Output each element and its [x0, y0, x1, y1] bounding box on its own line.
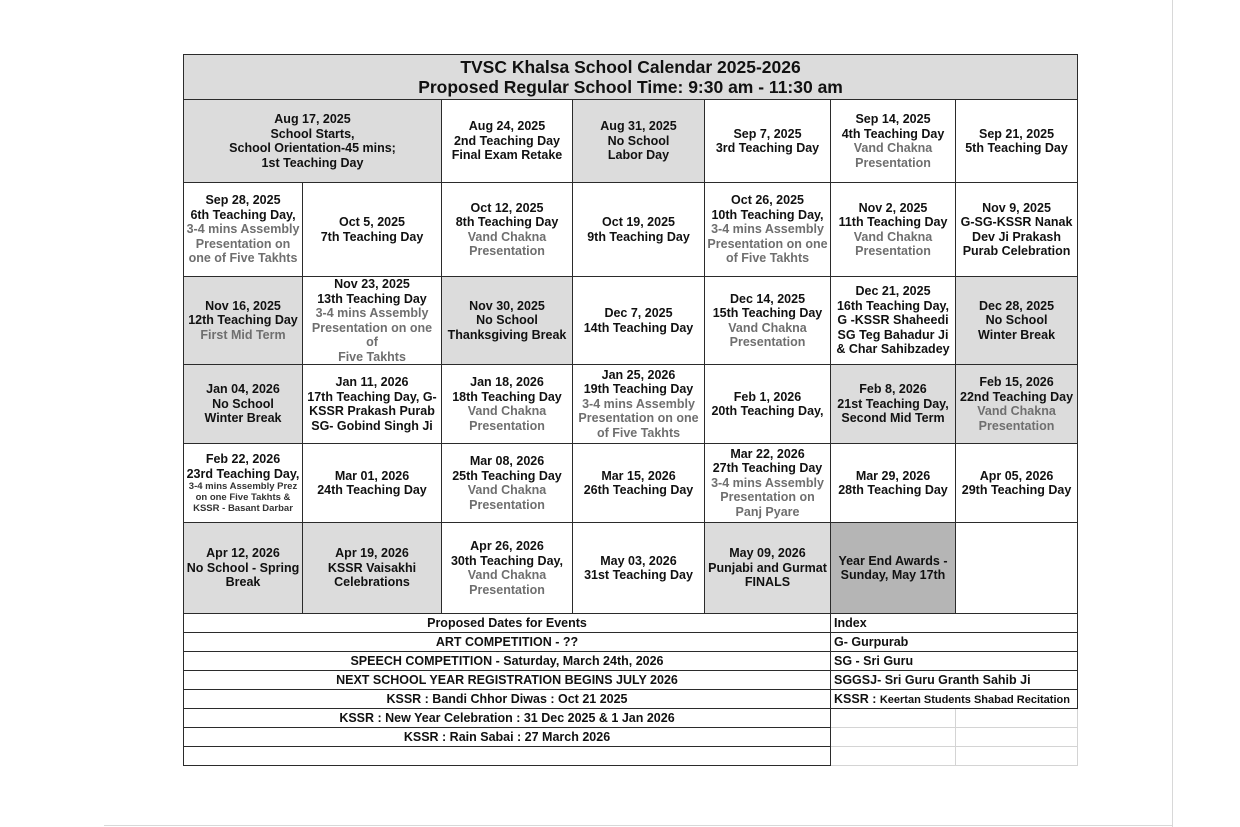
day-cell — [184, 183, 303, 277]
cell-text-line: SG- Gobind Singh Ji — [311, 418, 433, 433]
day-cell — [303, 183, 442, 277]
cell-text-line: 31st Teaching Day — [584, 568, 693, 582]
cell-text-line: No School — [607, 133, 670, 148]
cell-text-line: 20th Teaching Day, — [711, 404, 824, 418]
day-cell — [442, 444, 573, 523]
cell-text-line: 30th Teaching Day, — [450, 553, 564, 568]
cell-note-line: Presentation on — [195, 236, 291, 251]
day-cell — [442, 183, 573, 277]
index-header: Index — [831, 614, 1078, 633]
cell-text-line: Thanksgiving Break — [447, 327, 567, 342]
cell-text-line: Oct 5, 2025 — [338, 215, 405, 229]
day-cell — [705, 365, 831, 444]
cell-text-line: Punjabi and Gurmat — [708, 560, 827, 575]
day-cell — [831, 444, 956, 523]
day-cell — [303, 523, 442, 614]
cell-note-line: Presentation — [469, 418, 545, 433]
day-cell — [184, 444, 303, 523]
day-cell — [831, 277, 956, 365]
empty-cell — [831, 747, 956, 766]
day-cell — [573, 444, 705, 523]
cell-text-line: 5th Teaching Day — [965, 141, 1068, 155]
day-cell — [442, 277, 573, 365]
cell-note-line: Presentation on one of — [311, 320, 433, 349]
cell-note-line: 3-4 mins Assembly — [315, 306, 429, 320]
cell-text-line: 3rd Teaching Day — [715, 141, 820, 155]
cell-note-line: 3-4 mins Assembly — [711, 475, 824, 490]
day-cell — [831, 100, 956, 183]
cell-note-line: Presentation — [469, 244, 545, 258]
cell-text-line: Apr 26, 2026 — [470, 539, 544, 553]
day-cell — [831, 183, 956, 277]
event-item-empty — [184, 747, 831, 766]
cell-text-line: Mar 01, 2026 — [334, 468, 410, 483]
calendar-sheet — [183, 54, 1077, 766]
cell-text-line: No School — [985, 313, 1048, 328]
cell-note-line: Presentation on one — [578, 411, 699, 426]
cell-note-line: Presentation on — [720, 490, 815, 505]
empty-cell — [956, 709, 1078, 728]
cell-note-line: Vand Chakna — [853, 229, 933, 244]
cell-text-line: Feb 15, 2026 — [979, 375, 1054, 389]
page-edge-bottom — [104, 825, 1173, 826]
cell-text-line: KSSR Vaisakhi — [327, 560, 417, 575]
day-cell — [184, 365, 303, 444]
cell-text-line: Apr 19, 2026 — [335, 546, 409, 561]
cell-note-line: Presentation — [855, 244, 931, 258]
day-cell — [573, 523, 705, 614]
cell-note-line: 3-4 mins Assembly — [711, 222, 824, 237]
cell-text-line: Jan 18, 2026 — [470, 375, 544, 389]
page-edge-right — [1172, 0, 1173, 827]
day-cell — [705, 183, 831, 277]
cell-note-line: Presentation — [469, 497, 545, 512]
day-cell — [303, 444, 442, 523]
kssr-description: Keertan Students Shabad Recitation — [879, 693, 1070, 706]
event-item: SPEECH COMPETITION - Saturday, March 24th, 2026 — [184, 652, 831, 671]
event-item: KSSR : Rain Sabai : 27 March 2026 — [184, 728, 831, 747]
cell-text-line: Jan 25, 2026 — [601, 367, 676, 382]
cell-note-line: Vand Chakna — [467, 404, 547, 418]
cell-text-line: 4th Teaching Day — [841, 126, 945, 141]
cell-text-line: 22nd Teaching Day — [960, 389, 1074, 404]
cell-note-line: Presentation — [729, 335, 806, 349]
day-cell — [705, 523, 831, 614]
cell-note-line: of Five Takhts — [596, 425, 681, 440]
cell-text-line: Dec 7, 2025 — [604, 306, 673, 320]
index-item: SGGSJ- Sri Guru Granth Sahib Ji — [831, 671, 1078, 690]
cell-text-line: Celebrations — [334, 575, 410, 590]
cell-text-line: 1st Teaching Day — [261, 155, 364, 170]
cell-text-line: 24th Teaching Day — [317, 483, 427, 497]
cell-text-line: & Char Sahibzadey — [836, 342, 950, 357]
cell-text-line: Oct 19, 2025 — [602, 215, 675, 229]
cell-note-line: of Five Takhts — [725, 251, 810, 266]
cell-note-line: Vand Chakna — [467, 568, 547, 582]
cell-text-line: 23rd Teaching Day, — [186, 466, 300, 481]
cell-text-line: Nov 30, 2025 — [469, 298, 545, 313]
cell-text-line: Final Exam Retake — [451, 148, 563, 163]
cell-text-line: Feb 22, 2026 — [205, 452, 281, 466]
cell-text-line: Break — [225, 575, 261, 590]
index-item: SG - Sri Guru — [831, 652, 1078, 671]
cell-text-line: 10th Teaching Day, — [711, 207, 824, 222]
cell-text-line: 25th Teaching Day — [452, 468, 562, 483]
cell-text-line: No School — [212, 396, 274, 411]
day-cell — [573, 277, 705, 365]
cell-text-line: Sep 7, 2025 — [733, 126, 802, 141]
day-cell — [831, 365, 956, 444]
day-cell — [573, 365, 705, 444]
cell-text-line: FINALS — [744, 575, 791, 590]
day-cell — [184, 523, 303, 614]
cell-text-line: School Orientation-45 mins; — [229, 141, 396, 155]
day-cell — [303, 365, 442, 444]
empty-cell — [956, 728, 1078, 747]
day-cell — [831, 523, 956, 614]
cell-text-line: Nov 2, 2025 — [858, 200, 928, 215]
empty-cell — [831, 709, 956, 728]
cell-text-line: Oct 12, 2025 — [470, 200, 544, 215]
day-cell — [184, 100, 442, 183]
cell-text-line: Apr 05, 2026 — [979, 468, 1054, 483]
cell-note-line: Vand Chakna — [467, 483, 547, 497]
cell-text-line: 12th Teaching Day — [188, 313, 298, 328]
cell-text-line: Mar 22, 2026 — [730, 446, 805, 461]
cell-text-line: Winter Break — [204, 411, 282, 426]
cell-text-line: Sep 21, 2025 — [979, 126, 1055, 141]
cell-text-line: Mar 08, 2026 — [469, 454, 545, 468]
day-cell — [705, 277, 831, 365]
cell-text-line: Sep 28, 2025 — [205, 193, 281, 208]
empty-cell — [956, 747, 1078, 766]
calendar-title — [184, 55, 1078, 100]
cell-note-line: Panj Pyare — [735, 504, 800, 519]
cell-text-line: Feb 8, 2026 — [859, 382, 927, 397]
cell-small-note: KSSR - Basant Darbar — [193, 503, 293, 514]
cell-text-line: 11th Teaching Day — [838, 215, 948, 229]
day-cell — [705, 100, 831, 183]
day-cell — [442, 523, 573, 614]
cell-text-line: Jan 04, 2026 — [206, 382, 280, 397]
cell-note-line: Presentation — [978, 418, 1055, 433]
cell-note-line: one of Five Takhts — [188, 251, 298, 266]
cell-text-line: 19th Teaching Day — [583, 382, 694, 397]
cell-text-line: May 03, 2026 — [600, 553, 677, 568]
day-cell — [956, 365, 1078, 444]
cell-text-line: 29th Teaching Day — [961, 483, 1072, 497]
cell-text-line: 18th Teaching Day — [452, 389, 562, 404]
event-item: NEXT SCHOOL YEAR REGISTRATION BEGINS JULY 2026 — [184, 671, 831, 690]
cell-text-line: Nov 16, 2025 — [205, 298, 281, 313]
cell-text-line: 8th Teaching Day — [455, 215, 559, 229]
day-cell — [573, 100, 705, 183]
cell-note-line: Presentation on one — [707, 236, 828, 251]
cell-text-line: School Starts, — [270, 126, 355, 141]
day-cell — [705, 444, 831, 523]
cell-note-line: Presentation — [469, 582, 545, 597]
cell-text-line: 9th Teaching Day — [587, 229, 690, 244]
day-cell — [573, 183, 705, 277]
title-line-1: TVSC Khalsa School Calendar 2025-2026 — [460, 57, 801, 77]
title-line-2: Proposed Regular School Time: 9:30 am - 11:30 am — [418, 77, 843, 97]
event-item: KSSR : Bandi Chhor Diwas : Oct 21 2025 — [184, 690, 831, 709]
cell-note-line: 3-4 mins Assembly — [186, 222, 300, 237]
cell-text-line: Labor Day — [607, 148, 670, 163]
cell-text-line: Mar 29, 2026 — [855, 468, 931, 483]
cell-text-line: 27th Teaching Day — [712, 461, 823, 476]
cell-text-line: SG Teg Bahadur Ji — [837, 327, 949, 342]
index-item-kssr — [831, 690, 1078, 709]
cell-text-line: Dec 28, 2025 — [979, 298, 1055, 313]
cell-text-line: Year End Awards - — [838, 553, 948, 568]
cell-text-line: 16th Teaching Day, — [836, 298, 950, 313]
cell-text-line: 26th Teaching Day — [583, 483, 694, 497]
day-cell — [184, 277, 303, 365]
cell-text-line: 21st Teaching Day, — [837, 396, 949, 411]
cell-text-line: 14th Teaching Day — [583, 320, 694, 335]
cell-note-line: Vand Chakna — [977, 404, 1056, 418]
cell-text-line: Dev Ji Prakash — [972, 229, 1061, 244]
cell-text-line: May 09, 2026 — [729, 546, 806, 561]
day-cell — [956, 277, 1078, 365]
cell-text-line: Oct 26, 2025 — [731, 193, 804, 208]
day-cell — [956, 100, 1078, 183]
cell-text-line: 2nd Teaching Day — [453, 133, 561, 148]
day-cell — [442, 365, 573, 444]
cell-note-line: 3-4 mins Assembly — [582, 396, 695, 411]
day-cell — [956, 444, 1078, 523]
cell-text-line: 28th Teaching Day — [838, 483, 948, 497]
cell-text-line: Nov 23, 2025 — [334, 277, 410, 291]
day-cell — [303, 277, 442, 365]
cell-text-line: Aug 31, 2025 — [600, 119, 677, 134]
cell-text-line: Mar 15, 2026 — [601, 468, 676, 483]
cell-text-line: Aug 17, 2025 — [274, 112, 351, 126]
cell-text-line: Second Mid Term — [841, 411, 945, 426]
day-cell — [442, 100, 573, 183]
cell-text-line: 13th Teaching Day — [317, 291, 427, 306]
cell-note-line: First Mid Term — [200, 327, 286, 342]
cell-text-line: No School - Spring — [186, 560, 300, 575]
cell-text-line: KSSR Prakash Purab — [309, 404, 435, 418]
cell-text-line: Sunday, May 17th — [840, 568, 946, 582]
cell-text-line: G -KSSR Shaheedi — [837, 313, 949, 328]
cell-text-line: Apr 12, 2026 — [206, 546, 280, 561]
cell-text-line: 6th Teaching Day, — [190, 207, 296, 222]
kssr-label: KSSR : — [834, 691, 880, 706]
cell-text-line: Dec 14, 2025 — [729, 291, 806, 306]
cell-note-line: Vand Chakna — [728, 320, 807, 335]
cell-text-line: No School — [476, 313, 538, 328]
cell-text-line: 7th Teaching Day — [320, 229, 424, 244]
cell-text-line: Jan 11, 2026 — [335, 375, 409, 389]
event-item: KSSR : New Year Celebration : 31 Dec 2025 & 1 Jan 2026 — [184, 709, 831, 728]
day-cell — [956, 183, 1078, 277]
day-cell-empty — [956, 523, 1078, 614]
cell-text-line: 17th Teaching Day, G- — [307, 389, 437, 404]
cell-text-line: Nov 9, 2025 — [982, 200, 1051, 215]
cell-text-line: 15th Teaching Day — [712, 306, 823, 320]
cell-text-line: Aug 24, 2025 — [468, 119, 546, 134]
cell-text-line: Sep 14, 2025 — [855, 112, 931, 126]
cell-small-note: on one Five Takhts & — [195, 492, 291, 503]
cell-text-line: Feb 1, 2026 — [733, 389, 802, 404]
event-item: ART COMPETITION - ?? — [184, 633, 831, 652]
calendar-table — [183, 54, 1078, 766]
cell-small-note: 3-4 mins Assembly Prez — [188, 481, 298, 492]
cell-note-line: Presentation — [855, 155, 931, 170]
index-item: G- Gurpurab — [831, 633, 1078, 652]
cell-text-line: Winter Break — [978, 327, 1056, 342]
events-header: Proposed Dates for Events — [184, 614, 831, 633]
empty-cell — [831, 728, 956, 747]
cell-note-line: Vand Chakna — [467, 229, 547, 244]
cell-text-line: Purab Celebration — [962, 244, 1071, 258]
cell-text-line: Dec 21, 2025 — [855, 284, 931, 299]
cell-note-line: Five Takhts — [338, 349, 406, 364]
cell-note-line: Vand Chakna — [853, 141, 933, 155]
cell-text-line: G-SG-KSSR Nanak — [960, 215, 1073, 229]
